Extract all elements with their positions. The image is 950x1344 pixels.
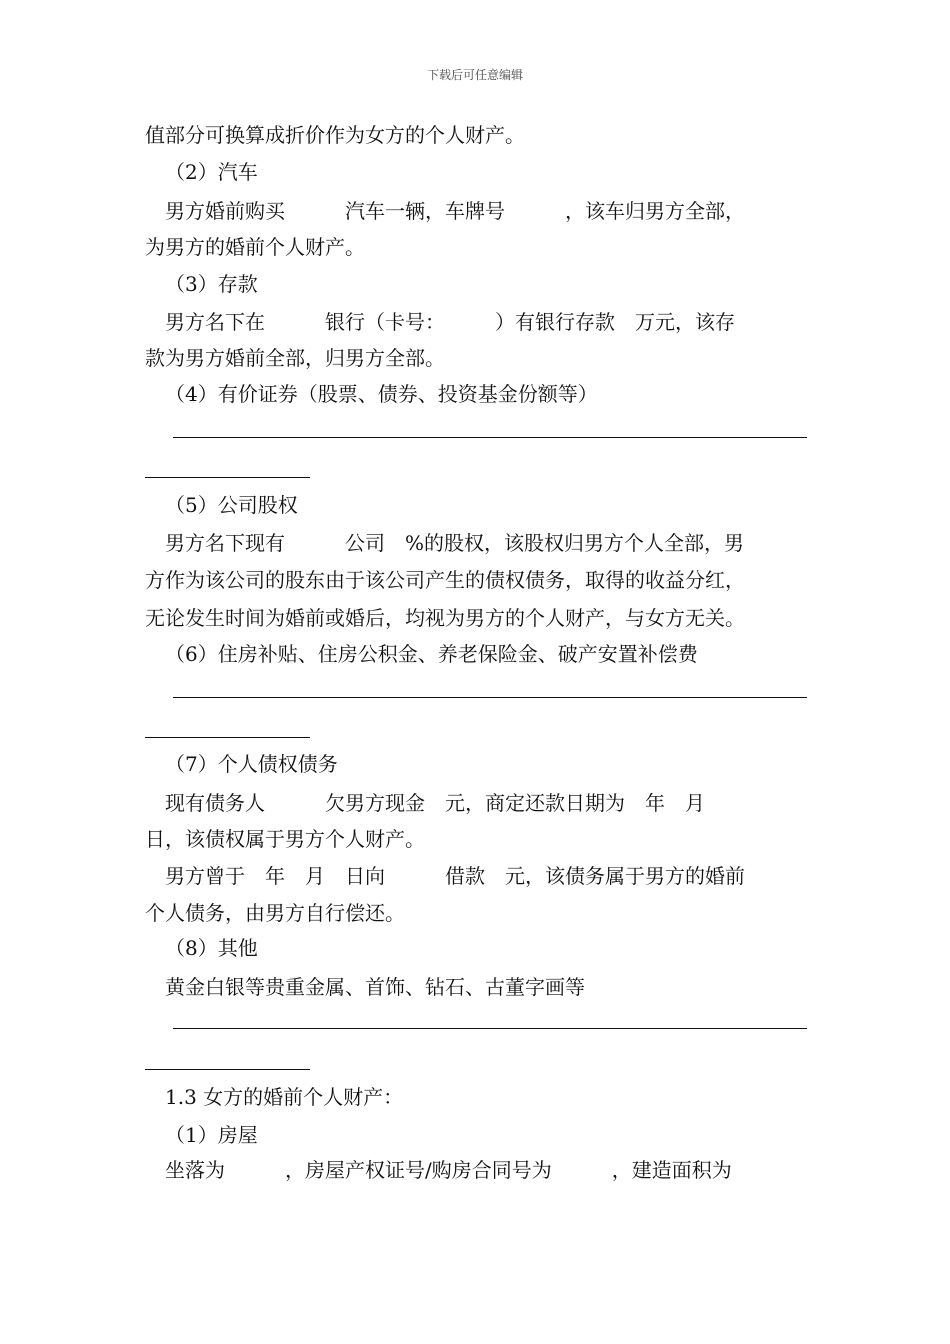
paragraph-line: 为男方的婚前个人财产。 (145, 235, 365, 259)
paragraph-line: 个人债务，由男方自行偿还。 (145, 901, 405, 925)
section-heading: （2）汽车 (165, 160, 258, 184)
paragraph-line: 男方婚前购买 汽车一辆，车牌号 ，该车归男方全部， (165, 199, 745, 223)
paragraph-line: 日，该债权属于男方个人财产。 (145, 827, 425, 851)
paragraph-line: 方作为该公司的股东由于该公司产生的债权债务，取得的收益分红， (145, 568, 745, 592)
paragraph-line: 无论发生时间为婚前或婚后，均视为男方的个人财产，与女方无关。 (145, 606, 745, 630)
page-header: 下载后可任意编辑 (426, 68, 523, 82)
fill-in-blank-line (145, 1069, 310, 1070)
fill-in-blank-line (145, 737, 310, 738)
section-heading: （7）个人债权债务 (165, 752, 338, 776)
paragraph-line: 男方曾于 年 月 日向 借款 元，该债务属于男方的婚前 (165, 864, 745, 888)
section-heading: （1）房屋 (165, 1123, 258, 1147)
section-heading: （5）公司股权 (165, 493, 298, 517)
paragraph-line: 现有债务人 欠男方现金 元，商定还款日期为 年 月 (165, 791, 705, 815)
paragraph-line: 男方名下现有 公司 %的股权，该股权归男方个人全部，男 (165, 531, 745, 555)
section-heading: （3）存款 (165, 272, 258, 296)
section-heading: （6）住房补贴、住房公积金、养老保险金、破产安置补偿费 (165, 642, 698, 666)
section-heading: 1.3 女方的婚前个人财产： (165, 1085, 404, 1109)
paragraph-line: 黄金白银等贵重金属、首饰、钻石、古董字画等 (165, 975, 585, 999)
fill-in-blank-line (173, 697, 807, 698)
paragraph-line: 款为男方婚前全部，归男方全部。 (145, 346, 445, 370)
section-heading: （4）有价证券（股票、债券、投资基金份额等） (165, 382, 598, 406)
paragraph-line: 坐落为 ，房屋产权证号/购房合同号为 ，建造面积为 (165, 1158, 732, 1182)
section-heading: （8）其他 (165, 936, 258, 960)
paragraph-line: 男方名下在 银行（卡号： ）有银行存款 万元，该存 (165, 310, 735, 334)
fill-in-blank-line (173, 437, 807, 438)
fill-in-blank-line (145, 477, 310, 478)
fill-in-blank-line (173, 1028, 807, 1029)
paragraph-line: 值部分可换算成折价作为女方的个人财产。 (145, 123, 525, 147)
